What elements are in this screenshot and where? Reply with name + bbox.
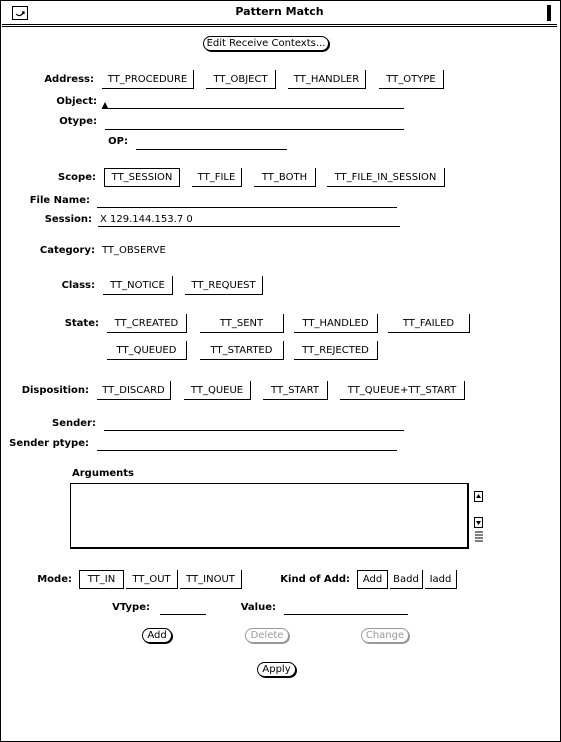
state-option-tt-handled[interactable]: TT_HANDLED — [294, 314, 378, 333]
sender-ptype-field[interactable] — [97, 437, 397, 451]
session-label: Session: — [44, 214, 92, 225]
apply-button[interactable]: Apply — [257, 662, 296, 677]
title-bar — [2, 2, 557, 25]
disposition-option-tt-discard[interactable]: TT_DISCARD — [97, 381, 171, 400]
window-resize-handle[interactable] — [547, 5, 551, 21]
mode-label: Mode: — [37, 574, 72, 585]
value-field[interactable] — [284, 601, 408, 615]
mode-option-tt-out[interactable]: TT_OUT — [126, 570, 178, 589]
scope-option-tt-file[interactable]: TT_FILE — [192, 168, 242, 187]
edit-receive-contexts-button[interactable]: Edit Receive Contexts... — [203, 36, 329, 51]
state-label: State: — [64, 318, 99, 329]
state-option-tt-queued[interactable]: TT_QUEUED — [107, 341, 187, 360]
text-caret-icon — [102, 102, 108, 108]
arguments-label: Arguments — [72, 468, 135, 479]
address-option-tt-object[interactable]: TT_OBJECT — [206, 70, 276, 89]
address-option-tt-handler[interactable]: TT_HANDLER — [288, 70, 366, 89]
address-label: Address: — [44, 74, 94, 85]
sender-ptype-label: Sender ptype: — [9, 438, 89, 449]
sender-field[interactable] — [104, 417, 404, 431]
kind-of-add-label: Kind of Add: — [280, 574, 350, 585]
session-field[interactable]: X 129.144.153.7 0 — [98, 213, 400, 227]
state-option-tt-sent[interactable]: TT_SENT — [200, 314, 284, 333]
kind-of-add-option-add[interactable]: Add — [357, 570, 388, 589]
op-field[interactable] — [136, 136, 287, 150]
object-field[interactable] — [102, 95, 404, 109]
sender-label: Sender: — [52, 418, 96, 429]
change-button[interactable]: Change — [361, 628, 409, 643]
op-label: OP: — [108, 136, 128, 147]
scope-option-tt-both[interactable]: TT_BOTH — [254, 168, 316, 187]
state-option-tt-failed[interactable]: TT_FAILED — [388, 314, 470, 333]
address-option-tt-procedure[interactable]: TT_PROCEDURE — [102, 70, 194, 89]
address-option-tt-otype[interactable]: TT_OTYPE — [379, 70, 444, 89]
category-label: Category: — [39, 245, 95, 256]
state-option-tt-started[interactable]: TT_STARTED — [200, 341, 284, 360]
vtype-label: VType: — [112, 602, 150, 613]
state-option-tt-created[interactable]: TT_CREATED — [107, 314, 187, 333]
window-title: Pattern Match — [235, 5, 324, 18]
vtype-field[interactable] — [160, 601, 206, 615]
category-value: TT_OBSERVE — [102, 245, 166, 256]
value-label: Value: — [240, 602, 276, 613]
mode-option-tt-inout[interactable]: TT_INOUT — [180, 570, 242, 589]
kind-of-add-option-badd[interactable]: Badd — [390, 570, 423, 589]
kind-of-add-option-iadd[interactable]: Iadd — [425, 570, 457, 589]
class-option-tt-notice[interactable]: TT_NOTICE — [103, 276, 173, 295]
mode-option-tt-in[interactable]: TT_IN — [79, 570, 124, 589]
title-separator — [2, 26, 557, 27]
arguments-scrollbar[interactable] — [472, 486, 486, 546]
state-option-tt-rejected[interactable]: TT_REJECTED — [294, 341, 378, 360]
scope-label: Scope: — [58, 172, 96, 183]
scope-option-tt-file-in-session[interactable]: TT_FILE_IN_SESSION — [327, 168, 445, 187]
disposition-option-tt-queue-tt-start[interactable]: TT_QUEUE+TT_START — [340, 381, 465, 400]
file-name-field[interactable] — [97, 194, 397, 208]
add-button[interactable]: Add — [142, 628, 172, 643]
disposition-label: Disposition: — [21, 385, 89, 396]
scroll-up-icon[interactable] — [474, 491, 483, 502]
file-name-label: File Name: — [29, 195, 90, 206]
otype-field[interactable] — [105, 116, 404, 130]
delete-button[interactable]: Delete — [245, 628, 289, 643]
scroll-down-icon[interactable] — [474, 517, 483, 528]
scroll-grip-icon — [473, 530, 485, 544]
class-option-tt-request[interactable]: TT_REQUEST — [185, 276, 263, 295]
scope-option-tt-session[interactable]: TT_SESSION — [104, 168, 180, 187]
class-label: Class: — [61, 280, 95, 291]
disposition-option-tt-queue[interactable]: TT_QUEUE — [184, 381, 251, 400]
object-label: Object: — [56, 96, 97, 107]
otype-label: Otype: — [59, 116, 97, 127]
disposition-option-tt-start[interactable]: TT_START — [263, 381, 328, 400]
arguments-list[interactable] — [70, 483, 469, 549]
